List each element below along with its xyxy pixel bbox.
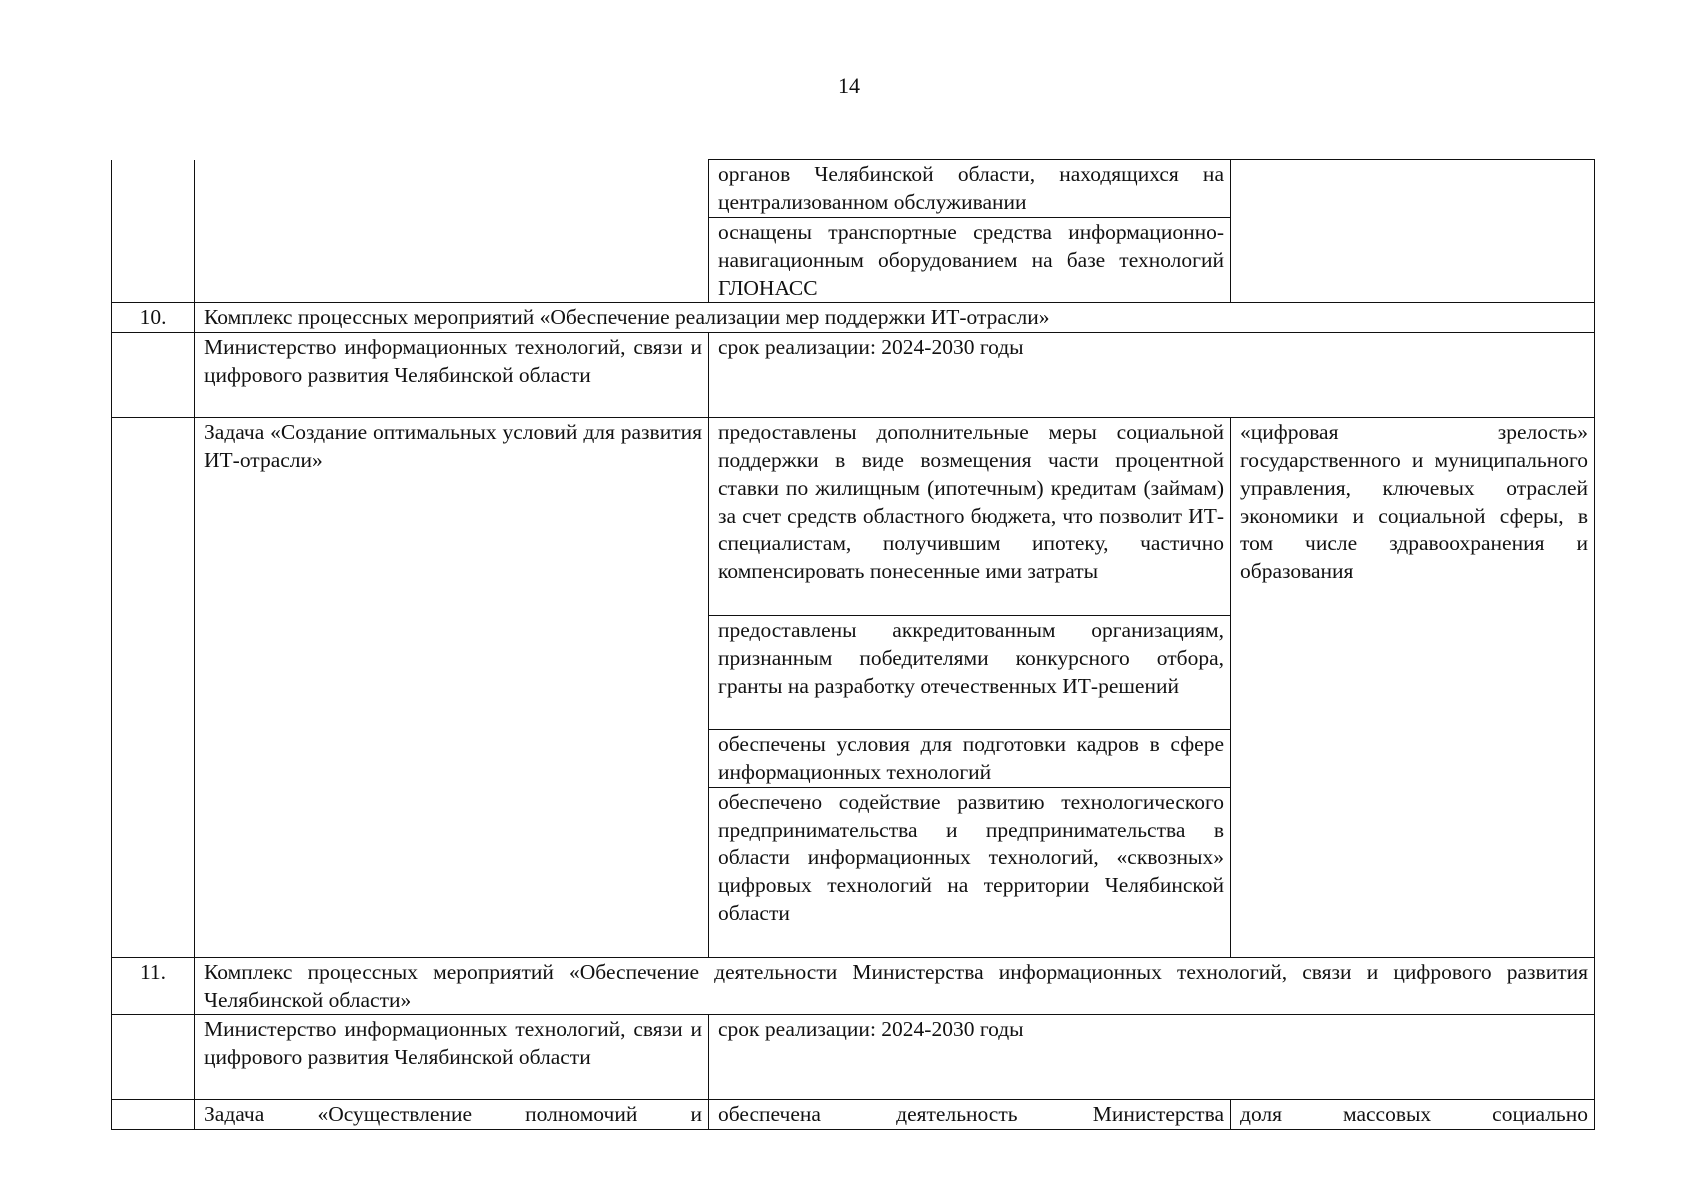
result-cell: предоставлены аккредитованным организациям, признанным победителями конкурсного отбора, гранты на разработку отечественных ИТ-решений [709, 616, 1231, 730]
section-number: 10. [112, 303, 195, 333]
table-row [112, 303, 1595, 333]
term-cell: срок реализации: 2024-2030 годы [709, 1015, 1595, 1100]
table-row [112, 160, 1595, 218]
section-title: Комплекс процессных мероприятий «Обеспечение реализации мер поддержки ИТ-отрасли» [195, 303, 1595, 333]
number-cell-empty [112, 418, 195, 958]
table-row [112, 1100, 1595, 1130]
task-cell: Задача «Осуществление полномочий и [195, 1100, 709, 1130]
page-number: 14 [838, 73, 860, 98]
table-row [112, 957, 1595, 1015]
result-cell: обеспечена деятельность Министерства [709, 1100, 1231, 1130]
indicator-cell: доля массовых социально [1231, 1100, 1595, 1130]
section-title: Комплекс процессных мероприятий «Обеспечение деятельности Министерства информационных технологий, связи и цифрового развития Челябинской области» [195, 957, 1595, 1015]
table-row [112, 1015, 1595, 1100]
program-structure-table [111, 159, 1595, 1130]
task-cell: Задача «Создание оптимальных условий для развития ИТ-отрасли» [195, 418, 709, 958]
indicator-cell-empty [1231, 160, 1595, 303]
responsible-cell: Министерство информационных технологий, связи и цифрового развития Челябинской области [195, 333, 709, 418]
task-cell-empty [195, 160, 709, 303]
result-cell: предоставлены дополнительные меры социальной поддержки в виде возмещения части процентной ставки по жилищным (ипотечным) кредитам (займам) за счет средств областного бюджета, что позволит ИТ-специалистам, получившим ипотеку, частично компенсировать понесенные ими затраты [709, 418, 1231, 616]
number-cell-empty [112, 1015, 195, 1100]
result-cell: органов Челябинской области, находящихся на централизованном обслуживании [709, 160, 1231, 218]
responsible-cell: Министерство информационных технологий, связи и цифрового развития Челябинской области [195, 1015, 709, 1100]
result-cell: обеспечены условия для подготовки кадров в сфере информационных технологий [709, 730, 1231, 788]
table-row [112, 418, 1595, 616]
number-cell-empty [112, 1100, 195, 1130]
number-cell-empty [112, 160, 195, 303]
number-cell-empty [112, 333, 195, 418]
section-number: 11. [112, 957, 195, 1015]
term-cell: срок реализации: 2024-2030 годы [709, 333, 1595, 418]
table-row [112, 333, 1595, 418]
result-cell: обеспечено содействие развитию технологического предпринимательства и предпринимательства в области информационных технологий, «сквозных» цифровых технологий на территории Челябинской области [709, 787, 1231, 957]
indicator-cell: «цифровая зрелость» государственного и муниципального управления, ключевых отраслей экономики и социальной сферы, в том числе здравоохранения и образования [1231, 418, 1595, 958]
result-cell: оснащены транспортные средства информационно-навигационным оборудованием на базе технологий ГЛОНАСС [709, 218, 1231, 303]
